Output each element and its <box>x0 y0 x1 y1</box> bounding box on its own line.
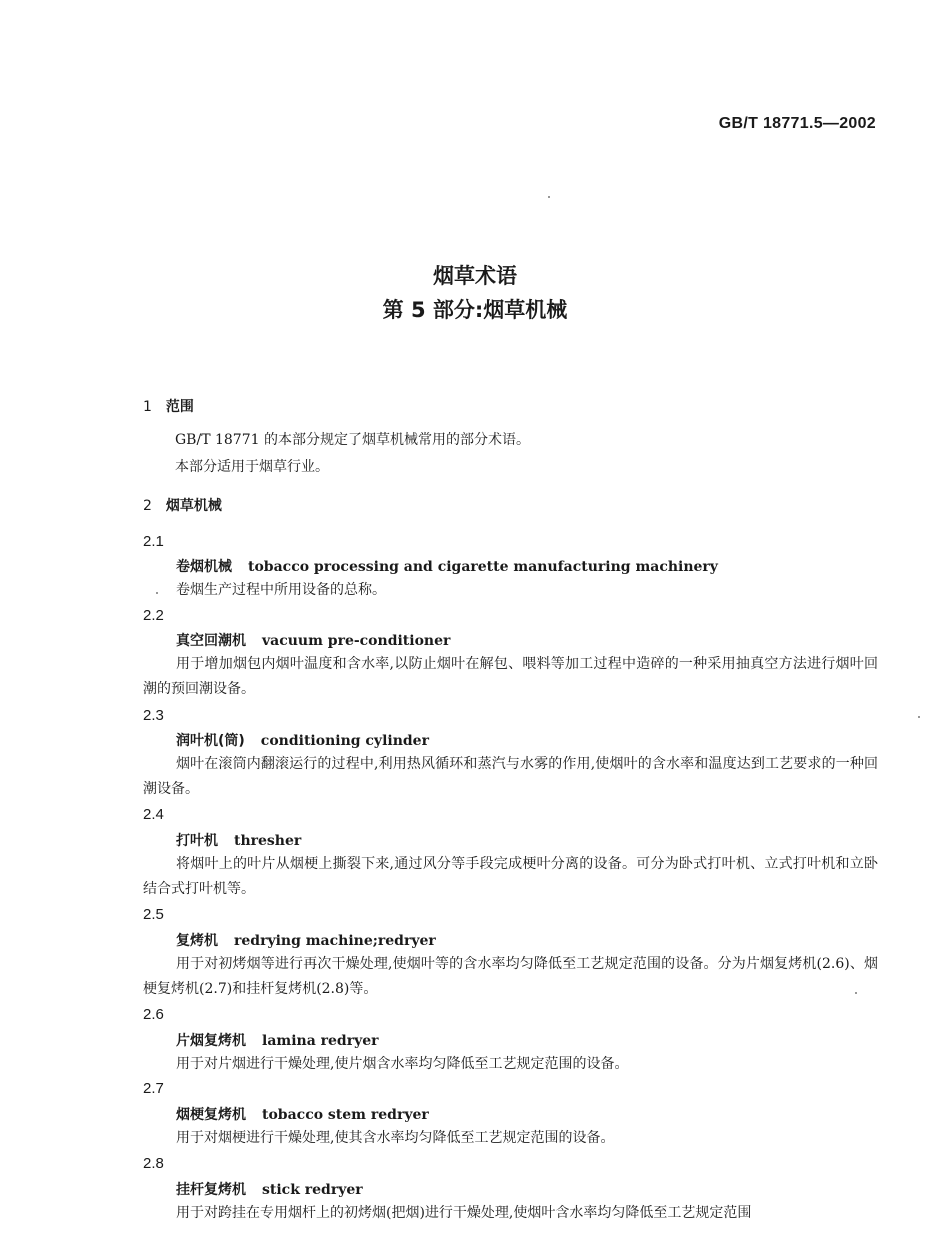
entry-number: 2.6 <box>143 1006 164 1023</box>
term-chinese: 烟梗复烤机 <box>176 1107 246 1123</box>
scan-speck <box>548 196 550 198</box>
term-heading <box>176 730 429 750</box>
term-heading <box>176 930 436 950</box>
term-definition: 卷烟生产过程中所用设备的总称。 <box>176 582 386 598</box>
entry-number: 2.1 <box>143 533 164 550</box>
term-english: vacuum pre-conditioner <box>262 633 451 649</box>
term-heading <box>176 630 450 650</box>
scan-speck <box>156 592 158 594</box>
term-heading <box>176 1179 363 1199</box>
term-chinese: 片烟复烤机 <box>176 1033 246 1049</box>
term-chinese: 真空回潮机 <box>176 633 246 649</box>
section-2-heading <box>143 495 222 515</box>
term-definition: 将烟叶上的叶片从烟梗上撕裂下来,通过风分等手段完成梗叶分离的设备。可分为卧式打叶机、立式打叶机和立卧结合式打叶机等。 <box>143 856 878 897</box>
term-definition: 烟叶在滚筒内翻滚运行的过程中,利用热风循环和蒸汽与水雾的作用,使烟叶的含水率和温度达到工艺要求的一种回潮设备。 <box>143 756 878 797</box>
section-title: 烟草机械 <box>165 498 222 514</box>
standard-number: GB/T 18771.5—2002 <box>718 115 876 132</box>
term-english: lamina redryer <box>262 1033 379 1049</box>
term-english: redrying machine;redryer <box>234 933 436 949</box>
term-heading <box>176 830 301 850</box>
term-definition: 用于对片烟进行干燥处理,使片烟含水率均匀降低至工艺规定范围的设备。 <box>176 1056 629 1072</box>
term-english: stick redryer <box>262 1182 363 1198</box>
term-definition: 用于对初烤烟等进行再次干燥处理,使烟叶等的含水率均匀降低至工艺规定范围的设备。分为片烟复烤机(2.6)、烟梗复烤机(2.7)和挂杆复烤机(2.8)等。 <box>143 956 878 997</box>
document-subtitle: 第 5 部分:烟草机械 <box>382 298 568 322</box>
section-1-heading <box>143 396 194 416</box>
scan-speck <box>855 992 857 994</box>
scope-paragraph: 本部分适用于烟草行业。 <box>175 459 329 475</box>
entry-number: 2.7 <box>143 1080 164 1097</box>
term-chinese: 复烤机 <box>176 933 218 949</box>
term-english: tobacco processing and cigarette manufacturing machinery <box>248 559 718 575</box>
term-english: tobacco stem redryer <box>262 1107 429 1123</box>
term-definition: 用于对跨挂在专用烟杆上的初烤烟(把烟)进行干燥处理,使烟叶含水率均匀降低至工艺规定范围 <box>176 1205 752 1221</box>
scope-paragraph: GB/T 18771 的本部分规定了烟草机械常用的部分术语。 <box>175 432 530 448</box>
section-number: 2 <box>143 498 152 514</box>
document-title: 烟草术语 <box>433 264 517 288</box>
term-chinese: 挂杆复烤机 <box>176 1182 246 1198</box>
term-heading <box>176 1104 429 1124</box>
term-english: thresher <box>234 833 302 849</box>
term-english: conditioning cylinder <box>260 733 429 749</box>
section-title: 范围 <box>165 399 194 415</box>
term-definition: 用于对烟梗进行干燥处理,使其含水率均匀降低至工艺规定范围的设备。 <box>176 1130 615 1146</box>
term-chinese: 卷烟机械 <box>176 559 232 575</box>
term-heading <box>176 1030 379 1050</box>
term-chinese: 打叶机 <box>176 833 218 849</box>
entry-number: 2.3 <box>143 707 164 724</box>
entry-number: 2.4 <box>143 806 164 823</box>
term-heading <box>176 556 718 576</box>
term-definition: 用于增加烟包内烟叶温度和含水率,以防止烟叶在解包、喂料等加工过程中造碎的一种采用抽真空方法进行烟叶回潮的预回潮设备。 <box>143 656 878 697</box>
entry-number: 2.8 <box>143 1155 164 1172</box>
scan-speck <box>918 716 920 718</box>
entry-number: 2.5 <box>143 906 164 923</box>
term-chinese: 润叶机(筒) <box>176 733 245 749</box>
section-number: 1 <box>143 399 152 415</box>
entry-number: 2.2 <box>143 607 164 624</box>
